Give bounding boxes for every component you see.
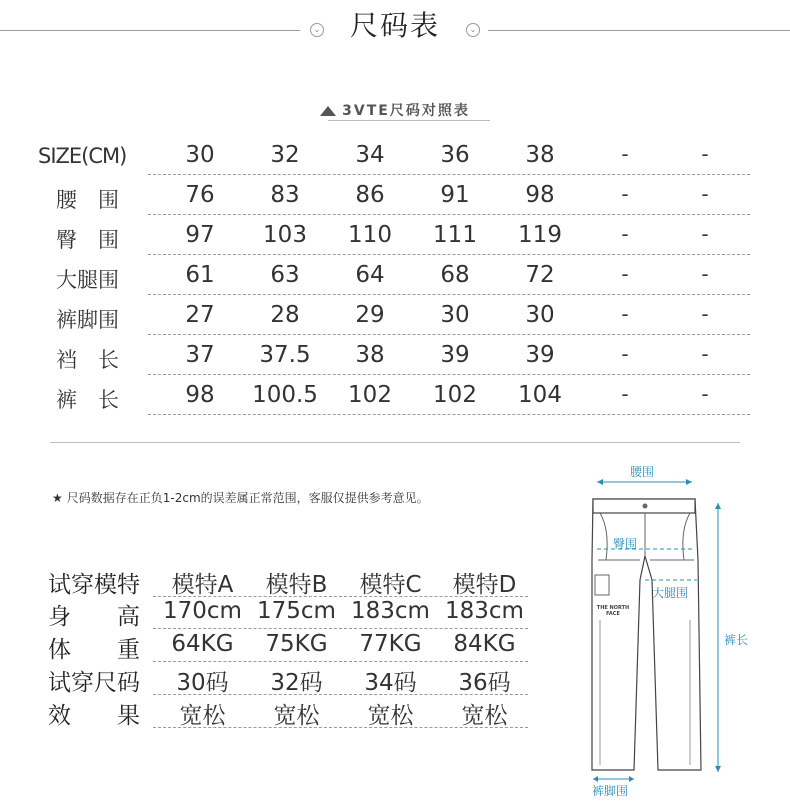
table-cell: 104	[518, 382, 562, 408]
model-cell: 34码	[364, 670, 417, 696]
model-cell: 183cm	[351, 598, 430, 624]
table-cell: -	[621, 342, 629, 366]
model-row-label: 身 高	[48, 604, 140, 630]
table-cell: 34	[355, 142, 385, 168]
table-cell: 63	[270, 262, 300, 288]
table-cell: -	[701, 182, 709, 206]
table-cell: 32	[270, 142, 300, 168]
table-cell: -	[701, 222, 709, 246]
thigh-label: 大腿围	[652, 586, 689, 600]
table-cell: 83	[270, 182, 300, 208]
table-cell: 37.5	[259, 342, 311, 368]
table-cell: 28	[270, 302, 300, 328]
table-cell: 103	[263, 222, 307, 248]
table-cell: -	[621, 302, 629, 326]
row-label: 裤 长	[56, 388, 119, 412]
table-cell: 119	[518, 222, 562, 248]
table-cell: -	[701, 302, 709, 326]
table-cell: 38	[525, 142, 555, 168]
model-row-label: 效 果	[48, 703, 140, 729]
table-cell: 30	[440, 302, 470, 328]
table-cell: -	[621, 262, 629, 286]
row-label: 大腿围	[56, 268, 119, 292]
row-label: 裤脚围	[56, 308, 119, 332]
table-cell: 30	[185, 142, 215, 168]
table-cell: -	[701, 382, 709, 406]
table-cell: 100.5	[252, 382, 318, 408]
table-cell: 110	[348, 222, 392, 248]
table-cell: 102	[348, 382, 392, 408]
model-cell: 宽松	[179, 703, 226, 729]
table-cell: 36	[440, 142, 470, 168]
table-cell: 29	[355, 302, 385, 328]
table-cell: -	[701, 262, 709, 286]
model-cell: 30码	[176, 670, 229, 696]
star-icon: ★	[52, 491, 63, 505]
table-cell: 37	[185, 342, 215, 368]
chevron-down-icon: ⌄	[310, 23, 324, 37]
table-cell: 91	[440, 182, 470, 208]
hem-label: 裤脚围	[592, 784, 629, 798]
table-subtitle: 3VTE尺码对照表	[300, 100, 490, 120]
model-row-label: 试穿模特	[48, 572, 140, 598]
model-cell: 75KG	[265, 631, 328, 657]
model-cell: 32码	[270, 670, 323, 696]
table-cell: 111	[433, 222, 477, 248]
table-cell: 39	[525, 342, 555, 368]
model-cell: 宽松	[461, 703, 508, 729]
table-cell: 98	[185, 382, 215, 408]
model-row-label: 体 重	[48, 637, 140, 663]
model-cell: 模特D	[452, 572, 517, 598]
model-cell: 183cm	[445, 598, 524, 624]
table-cell: -	[701, 342, 709, 366]
table-cell: 102	[433, 382, 477, 408]
row-label: 裆 长	[56, 348, 119, 372]
model-row-label: 试穿尺码	[48, 670, 140, 696]
table-cell: -	[621, 142, 629, 166]
model-cell: 175cm	[257, 598, 336, 624]
row-label: SIZE(CM)	[38, 144, 127, 168]
measurement-note: ★ 尺码数据存在正负1-2cm的误差属正常范围，客服仅提供参考意见。	[52, 491, 429, 505]
table-cell: 97	[185, 222, 215, 248]
page-title: 尺码表	[349, 9, 440, 42]
waist-label: 腰围	[630, 465, 655, 479]
model-cell: 84KG	[453, 631, 516, 657]
table-cell: -	[621, 182, 629, 206]
brand-logo: THE NORTH FACE	[596, 605, 630, 617]
hip-label: 臀围	[613, 537, 638, 551]
table-cell: -	[621, 222, 629, 246]
model-cell: 64KG	[171, 631, 234, 657]
model-cell: 36码	[458, 670, 511, 696]
table-cell: 64	[355, 262, 385, 288]
chevron-down-icon: ⌄	[466, 23, 480, 37]
table-cell: 38	[355, 342, 385, 368]
table-cell: 86	[355, 182, 385, 208]
model-cell: 模特A	[171, 572, 234, 598]
length-label: 裤长	[724, 633, 749, 647]
model-cell: 170cm	[163, 598, 242, 624]
model-cell: 77KG	[359, 631, 422, 657]
table-cell: 68	[440, 262, 470, 288]
model-cell: 模特C	[359, 572, 422, 598]
table-cell: 72	[525, 262, 555, 288]
table-cell: 39	[440, 342, 470, 368]
model-cell: 宽松	[273, 703, 320, 729]
table-cell: -	[701, 142, 709, 166]
table-cell: 98	[525, 182, 555, 208]
table-cell: 30	[525, 302, 555, 328]
model-cell: 模特B	[265, 572, 328, 598]
table-cell: 76	[185, 182, 215, 208]
table-cell: 27	[185, 302, 215, 328]
row-label: 腰 围	[56, 188, 119, 212]
row-label: 臀 围	[56, 228, 119, 252]
table-cell: -	[621, 382, 629, 406]
table-cell: 61	[185, 262, 215, 288]
model-cell: 宽松	[367, 703, 414, 729]
